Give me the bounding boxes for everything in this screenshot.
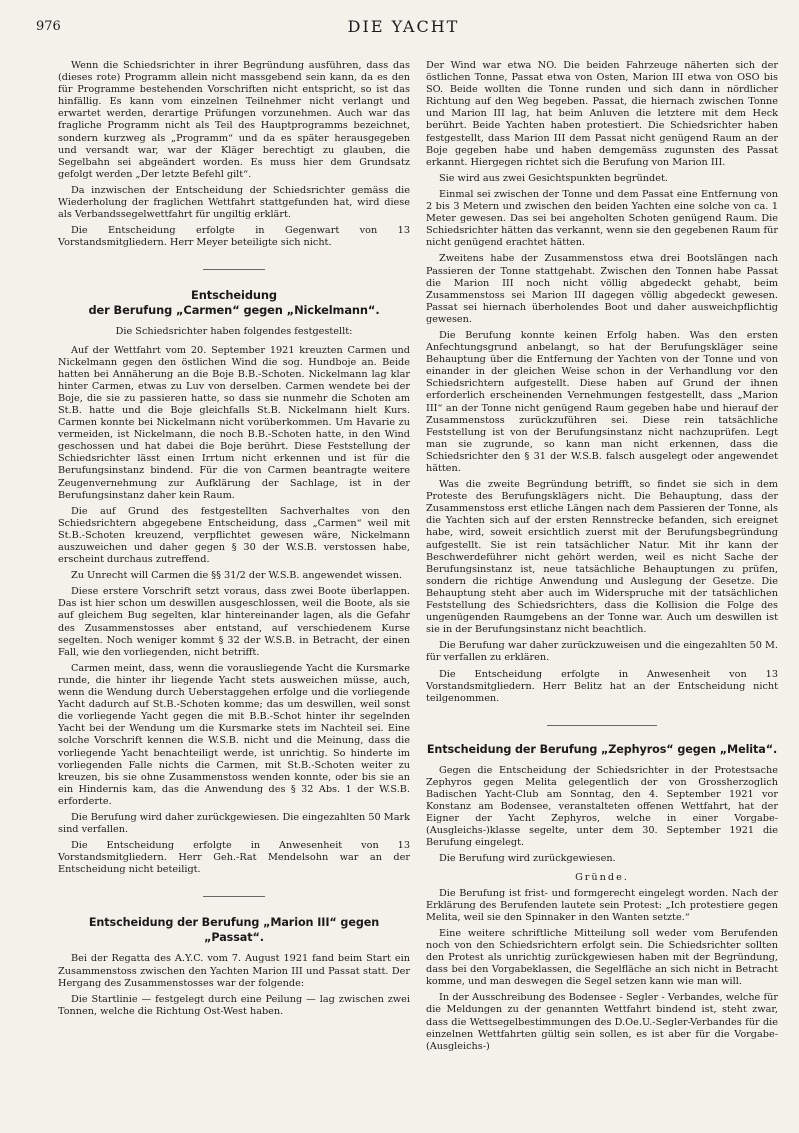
paragraph: Die Berufung konnte keinen Erfolg haben. Was den ersten Anfechtungsgrund anbelangt, so hat der Berufungskläger seine Behauptung über die Entfernung der Yachten von der Tonne und von einander in der gleichen Weise schon in der Verhandlung vor den Schiedsrichtern aufgestellt. Diese haben auf Grund der ihnen erforderlich erscheinenden Vernehmungen festgestellt, dass „Marion III“ an der Tonne nicht genügend Raum gegeben habe und hierauf der Zusammenstoss zurückzuführen sei. Diese rein tatsächliche Feststellung ist von der Berufungsinstanz nicht nachzuprüfen. Legt man sie zugrunde, so kann man nicht erkennen, dass die Schiedsrichter den § 31 der W.S.B. falsch ausgelegt oder angewendet hätten. — [426, 329, 778, 474]
paragraph: Die Startlinie — festgelegt durch eine Peilung — lag zwischen zwei Tonnen, welche die Richtung Ost-West haben. — [58, 993, 410, 1017]
paragraph: Bei der Regatta des A.Y.C. vom 7. August 1921 fand beim Start ein Zusammenstoss zwischen den Yachten Marion III und Passat statt. Der Hergang des Zusammenstosses war der folgende: — [58, 953, 410, 989]
paragraph: Sie wird aus zwei Gesichtspunkten begründet. — [439, 172, 668, 184]
section-heading-zephyros: Entscheidung der Berufung „Zephyros“ gegen „Melita“. — [426, 742, 778, 756]
right-column — [426, 60, 778, 1117]
section-divider — [203, 896, 265, 897]
section-divider — [547, 725, 657, 726]
paragraph: Die auf Grund des festgestellten Sachverhaltes von den Schiedsrichtern abgegebene Entscheidung, dass „Carmen“ weil mit St.B.-Schoten kreuzend, verpflichtet gewesen wäre, Nickelmann auszuweichen und daher gegen § 30 der W.S.B. verstossen habe, erscheint durchaus zutreffend. — [58, 505, 410, 566]
section-divider — [203, 269, 265, 270]
left-column — [58, 60, 410, 1117]
paragraph: Da inzwischen der Entscheidung der Schiedsrichter gemäss die Wiederholung der fraglichen Wettfahrt stattgefunden hat, wird diese als Verbandssegelwettfahrt für ungiltig erklärt. — [58, 184, 410, 221]
paragraph: In der Ausschreibung des Bodensee - Segler - Verbandes, welche für die Meldungen zu der genannten Wettfahrt bindend ist, steht zwar, dass die Wettsegelbestimmungen des D.Oe.U.-Segler-Verbandes für die einzelnen Wettfahrten gültig sein sollen, es ist aber für die Vorgabe-(Ausgleichs-) — [426, 992, 778, 1052]
paragraph: Die Entscheidung erfolgte in Anwesenheit von 13 Vorstandsmitgliedern. Herr Geh.-Rat Mendelsohn war an der Entscheidung nicht beteiligt. — [58, 840, 410, 876]
gruende-label: Gründe. — [575, 871, 629, 883]
journal-title: DIE YACHT — [347, 17, 460, 36]
paragraph: Der Wind war etwa NO. Die beiden Fahrzeuge näherten sich der östlichen Tonne, Passat etwa von Osten, Marion III etwa von OSO bis SO. Beide wollten die Tonne runden und sich dann in nördlicher Richtung auf den Weg begeben. Passat, die hiernach zwischen Tonne und Marion III lag, hat beim Anluven die letztere mit dem Heck berührt. Beide Yachten haben protestiert. Die Schiedsrichter haben festgestellt, dass Marion III dem Passat nicht genügend Raum an der Boje gegeben habe und haben demgemäss zugunsten des Passat erkannt. Hiergegen richtet sich die Berufung von Marion III. — [426, 60, 778, 168]
paragraph: Die Berufung war daher zurückzuweisen und die eingezahlten 50 M. für verfallen zu erklären. — [426, 640, 778, 664]
paragraph: Carmen meint, dass, wenn die vorausliegende Yacht die Kursmarke runde, die hinter ihr liegende Yacht stets ausweichen müsse, auch, wenn die Wendung durch Ueberstaggehen erfolge und die vorliegende Yacht dadurch auf St.B.-Schoten komme; das um deswillen, weil sonst die vorliegende Yacht gegen die mit B.B.-Schot hinter ihr segelnden Yacht bei der Wendung um die Kursmarke stets im Nachteil sei. Eine solche Vorschrift kennen die W.S.B. nicht und die Meinung, dass die vorliegende Yacht benachteiligt werde, ist unrichtig. So hinderte im vorliegenden Falle nichts die Carmen, mit St.B.-Schoten weiter zu kreuzen, bis sie ohne Zusammenstoss wenden konnte, oder bis sie an ein Hindernis kam, das die Anwendung des § 32 Abs. 1 der W.S.B. erforderte. — [58, 662, 410, 807]
paragraph: Diese erstere Vorschrift setzt voraus, dass zwei Boote überlappen. Das ist hier schon um deswillen ausgeschlossen, weil die Boote, als sie auf gleichem Bug segelten, klar hintereinander lagen, als die Gefahr des Zusammenstosses aber entstand, auf verschiedenem Kurse segelten. Noch weniger kommt § 32 der W.S.B. in Betracht, der einen Fall, wie den vorliegenden, nicht betrifft. — [58, 586, 410, 658]
heading-line: Entscheidung — [191, 288, 277, 303]
paragraph: Die Berufung wird zurückgewiesen. — [439, 853, 616, 865]
section-heading-carmen — [58, 288, 410, 318]
paragraph: Einmal sei zwischen der Tonne und dem Passat eine Entfernung von 2 bis 3 Metern und zwischen den beiden Yachten eine solche von ca. 1 Meter gewesen. Das sei bei angeholten Schoten genügend Raum. Die Schiedsrichter hätten das verkannt, wenn sie den gegebenen Raum für nicht genügend erachtet hätten. — [426, 188, 778, 249]
paragraph: Die Berufung wird daher zurückgewiesen. Die eingezahlten 50 Mark sind verfallen. — [58, 811, 410, 836]
paragraph: Zweitens habe der Zusammenstoss etwa drei Bootslängen nach Passieren der Tonne stattgehabt. Zwischen den Tonnen habe Passat die Marion III noch nicht völlig abgedeckt gehabt, beim Zusammenstoss sei Marion III dagegen völlig abgedeckt gewesen. Passat sei hiernach überholendes Boot und daher ausweichpflichtig gewesen. — [426, 253, 778, 325]
page-number: 976 — [36, 19, 61, 34]
paragraph: Die Schiedsrichter haben folgendes festgestellt: — [115, 326, 353, 338]
paragraph: Die Entscheidung erfolgte in Gegenwart von 13 Vorstandsmitgliedern. Herr Meyer beteiligte sich nicht. — [58, 225, 410, 249]
heading-line: der Berufung „Carmen“ gegen „Nickelmann“. — [88, 303, 380, 318]
paragraph: Die Entscheidung erfolgte in Anwesenheit von 13 Vorstandsmitgliedern. Herr Belitz hat an der Entscheidung nicht teilgenommen. — [426, 668, 778, 704]
page-header — [30, 16, 777, 38]
paragraph: Auf der Wettfahrt vom 20. September 1921 kreuzten Carmen und Nickelmann gegen den östlichen Wind die sog. Hundboje an. Beide hatten bei Annäherung an die Boje B.B.-Schoten. Nickelmann lag klar hinter Carmen, etwas zu Luv von derselben. Carmen wendete bei der Boje, die sie zu passieren hatte, so dass sie nunmehr die Schoten am St.B. hatte und die Boje gleichfalls St.B. Nickelmann hielt Kurs. Carmen konnte bei Nickelmann nicht vorüberkommen. Um Havarie zu vermeiden, ist Nickelmann, die noch B.B.-Schoten hatte, in den Wind geschossen und hat dabei die Boje berührt. Diese Feststellung der Schiedsrichter lässt einen Irrtum nicht erkennen und ist für die Berufungsinstanz bindend. Für die von Carmen beantragte weitere Zeugenvernehmung zur Aufklärung der Sachlage, ist in der Berufungsinstanz daher kein Raum. — [58, 344, 410, 501]
section-heading-marion: Entscheidung der Berufung „Marion III“ gegen „Passat“. — [88, 916, 380, 945]
paragraph: Gegen die Entscheidung der Schiedsrichter in der Protestsache Zephyros gegen Melita gelegentlich der von Grossherzoglich Badischen Yacht-Club am Sonntag, den 4. September 1921 vor Konstanz am Bodensee, veranstalteten offenen Wettfahrt, hat der Eigner der Yacht Zephyros, welche in einer Vorgabe-(Ausgleichs-)klasse segelte, unter dem 30. September 1921 die Berufung eingelegt. — [426, 764, 778, 849]
paragraph: Die Berufung ist frist- und formgerecht eingelegt worden. Nach der Erklärung des Berufenden lautete sein Protest: „Ich protestiere gegen Melita, weil sie den Spinnaker in den Wanten setzte.“ — [426, 887, 778, 923]
paragraph: Eine weitere schriftliche Mitteilung soll weder vom Berufenden noch von den Schiedsrichtern erfolgt sein. Die Schiedsrichter sollten den Protest als unrichtig zurückgewiesen haben mit der Begründung, dass bei den Vorgabeklassen, die Segelfläche an sich nicht in Betracht komme, und man deswegen die Segel setzen kann wie man will. — [426, 927, 778, 988]
paragraph: Wenn die Schiedsrichter in ihrer Begründung ausführen, dass das (dieses rote) Programm allein nicht massgebend sein kann, da es den für Programme bestehenden Vorschriften nicht entspricht, so ist das hinfällig. Es kann vom einzelnen Teilnehmer nicht verlangt und erwartet werden, derartige Prüfungen vorzunehmen. Auch war das fragliche Programm nicht als Teil des Hauptprogramms bezeichnet, sondern kurzweg als „Programm“ und da es später herausgegeben und versandt war, war der Kläger berechtigt zu glauben, die Segelbahn sei abgeändert worden. Es muss hier dem Grundsatz gefolgt werden „Der letzte Befehl gilt“. — [58, 60, 410, 180]
paragraph: Zu Unrecht will Carmen die §§ 31/2 der W.S.B. angewendet wissen. — [71, 570, 403, 582]
paragraph: Was die zweite Begründung betrifft, so findet sie sich in dem Proteste des Berufungsklägers nicht. Die Behauptung, dass der Zusammenstoss erst etliche Längen nach dem Passieren der Tonne, als die Yachten sich auf der ersten Rennstrecke befanden, sich ereignet habe, wird, soweit ersichtlich zuerst mit der Berufungsbegründung aufgestellt. Sie ist rein tatsächlicher Natur. Mit ihr kann der Beschwerdeführer nicht gehört werden, weil es nicht Sache der Berufungsinstanz ist, neue tatsächliche Behauptungen zu prüfen, sondern die richtige Anwendung und Auslegung der Gesetze. Die Behauptung steht aber auch im Widerspruche mit der tatsächlichen Feststellung des Schiedsrichters, dass die Kollision die Folge des ungenügenden Raumgebens an der Tonne war. Auch um deswillen ist sie in der Berufungsinstanz nicht beachtlich. — [426, 479, 778, 636]
